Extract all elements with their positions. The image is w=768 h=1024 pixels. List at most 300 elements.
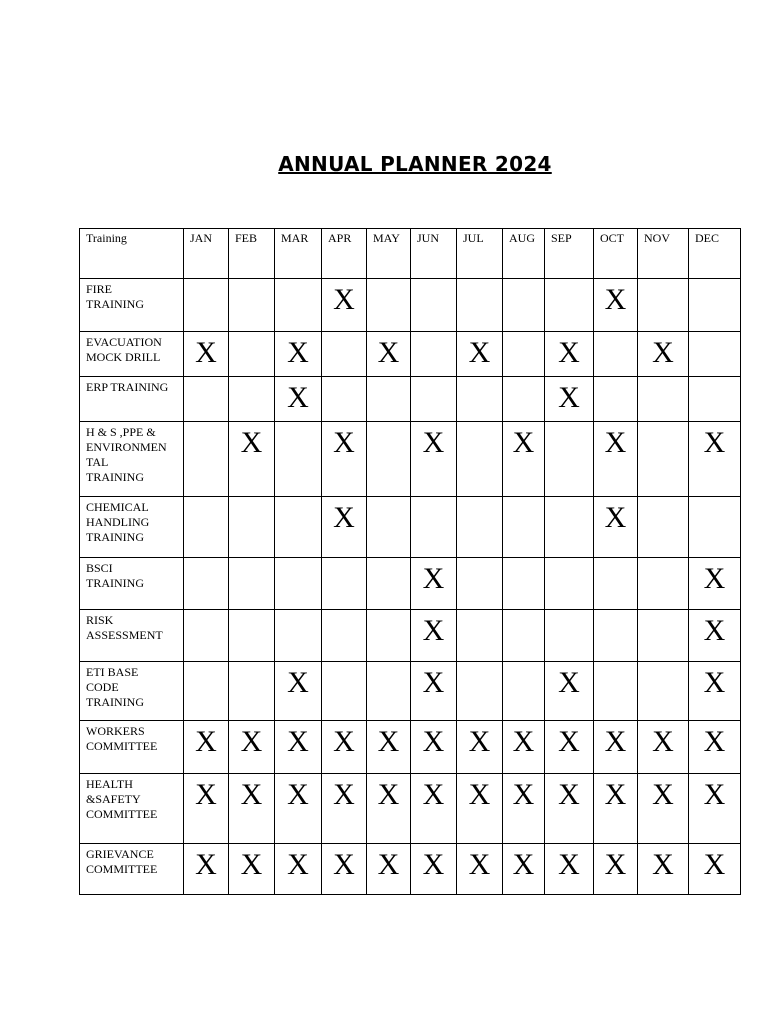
month-cell <box>411 774 457 844</box>
month-cell <box>229 774 275 844</box>
month-cell <box>275 610 322 662</box>
header-cell-jun <box>411 229 457 279</box>
month-cell <box>411 558 457 610</box>
schedule-mark <box>545 279 593 285</box>
month-cell <box>275 662 322 721</box>
month-cell <box>545 844 594 895</box>
header-cell-jul <box>457 229 503 279</box>
month-cell <box>638 721 689 774</box>
training-label: GRIEVANCE COMMITTEE <box>86 847 158 876</box>
month-label: NOV <box>644 231 670 245</box>
schedule-mark: X <box>377 336 400 369</box>
month-cell <box>367 721 411 774</box>
schedule-mark <box>457 662 502 668</box>
schedule-mark <box>638 279 688 285</box>
month-cell <box>594 558 638 610</box>
month-cell <box>184 774 229 844</box>
month-cell <box>184 558 229 610</box>
month-cell <box>457 774 503 844</box>
schedule-mark: X <box>333 283 355 316</box>
schedule-mark: X <box>558 381 580 414</box>
schedule-mark <box>638 662 688 668</box>
month-cell <box>503 558 545 610</box>
month-cell <box>594 721 638 774</box>
schedule-mark: X <box>558 666 580 699</box>
month-cell <box>457 558 503 610</box>
schedule-mark: X <box>240 848 263 881</box>
training-label: WORKERS COMMITTEE <box>86 724 158 753</box>
month-cell <box>638 610 689 662</box>
month-cell <box>503 422 545 497</box>
schedule-mark <box>229 662 274 668</box>
month-cell <box>184 721 229 774</box>
month-cell <box>689 774 741 844</box>
schedule-mark: X <box>652 848 674 881</box>
schedule-mark: X <box>195 725 217 758</box>
training-label: HEALTH &SAFETY COMMITTEE <box>86 777 158 821</box>
schedule-mark <box>545 558 593 564</box>
month-cell <box>322 332 367 377</box>
schedule-mark <box>638 422 688 428</box>
schedule-mark: X <box>652 336 674 369</box>
schedule-mark <box>638 497 688 503</box>
header-cell-apr <box>322 229 367 279</box>
training-cell <box>80 774 184 844</box>
schedule-mark <box>184 279 228 285</box>
month-cell <box>367 662 411 721</box>
month-cell <box>638 422 689 497</box>
header-cell-may <box>367 229 411 279</box>
schedule-mark: X <box>468 848 491 881</box>
training-cell <box>80 721 184 774</box>
schedule-mark: X <box>377 725 400 758</box>
month-cell <box>503 497 545 558</box>
schedule-mark <box>503 279 544 285</box>
training-cell <box>80 662 184 721</box>
month-cell <box>689 377 741 422</box>
schedule-mark: X <box>287 336 309 369</box>
schedule-mark <box>275 558 321 564</box>
schedule-mark: X <box>377 778 400 811</box>
schedule-mark <box>689 279 740 285</box>
schedule-mark: X <box>240 426 263 459</box>
month-cell <box>689 279 741 332</box>
header-cell-oct <box>594 229 638 279</box>
month-cell <box>275 377 322 422</box>
month-cell <box>545 558 594 610</box>
month-cell <box>594 377 638 422</box>
schedule-mark <box>184 558 228 564</box>
schedule-mark: X <box>422 562 445 595</box>
training-cell <box>80 844 184 895</box>
schedule-mark: X <box>604 426 627 459</box>
month-cell <box>322 844 367 895</box>
table-row <box>80 377 741 422</box>
schedule-mark: X <box>422 725 445 758</box>
schedule-mark: X <box>558 848 580 881</box>
training-label: RISK ASSESSMENT <box>86 613 163 642</box>
table-row <box>80 721 741 774</box>
schedule-mark: X <box>422 778 445 811</box>
month-cell <box>689 844 741 895</box>
month-cell <box>322 774 367 844</box>
header-cell-training <box>80 229 184 279</box>
month-cell <box>229 558 275 610</box>
month-cell <box>367 558 411 610</box>
schedule-mark: X <box>333 501 355 534</box>
training-cell <box>80 497 184 558</box>
training-label: EVACUATION MOCK DRILL <box>86 335 162 364</box>
header-cell-jan <box>184 229 229 279</box>
month-cell <box>229 377 275 422</box>
month-cell <box>457 332 503 377</box>
month-cell <box>545 332 594 377</box>
month-cell <box>229 332 275 377</box>
schedule-mark <box>275 422 321 428</box>
table-row <box>80 662 741 721</box>
month-label: SEP <box>551 231 572 245</box>
header-cell-aug <box>503 229 545 279</box>
schedule-mark: X <box>422 426 445 459</box>
schedule-mark: X <box>195 848 217 881</box>
month-cell <box>229 422 275 497</box>
schedule-mark: X <box>512 426 535 459</box>
month-cell <box>367 332 411 377</box>
month-cell <box>411 422 457 497</box>
page-title: ANNUAL PLANNER 2024 <box>278 152 552 176</box>
month-cell <box>367 422 411 497</box>
month-cell <box>184 610 229 662</box>
month-cell <box>594 610 638 662</box>
schedule-mark <box>184 377 228 383</box>
month-cell <box>457 377 503 422</box>
schedule-mark: X <box>468 778 491 811</box>
schedule-mark <box>184 662 228 668</box>
month-cell <box>638 377 689 422</box>
schedule-mark <box>275 497 321 503</box>
schedule-mark <box>229 332 274 338</box>
schedule-mark <box>638 558 688 564</box>
month-cell <box>638 279 689 332</box>
header-cell-sep <box>545 229 594 279</box>
month-cell <box>503 610 545 662</box>
schedule-mark: X <box>195 778 217 811</box>
month-cell <box>545 422 594 497</box>
training-label: FIRE TRAINING <box>86 282 144 311</box>
month-label: JAN <box>190 231 213 245</box>
month-cell <box>503 279 545 332</box>
schedule-mark <box>545 610 593 616</box>
schedule-mark: X <box>422 666 445 699</box>
month-cell <box>322 279 367 332</box>
month-cell <box>184 279 229 332</box>
table-row <box>80 279 741 332</box>
month-cell <box>275 422 322 497</box>
month-cell <box>638 844 689 895</box>
month-cell <box>503 774 545 844</box>
month-cell <box>229 721 275 774</box>
schedule-mark <box>322 610 366 616</box>
training-cell <box>80 558 184 610</box>
schedule-mark <box>638 377 688 383</box>
month-cell <box>689 558 741 610</box>
month-cell <box>457 422 503 497</box>
month-cell <box>638 774 689 844</box>
month-label: JUL <box>463 231 484 245</box>
training-cell <box>80 422 184 497</box>
training-cell <box>80 377 184 422</box>
planner-body <box>80 229 741 895</box>
month-cell <box>545 721 594 774</box>
schedule-mark: X <box>604 778 627 811</box>
schedule-mark <box>184 610 228 616</box>
month-cell <box>322 377 367 422</box>
month-cell <box>411 610 457 662</box>
month-cell <box>367 774 411 844</box>
month-cell <box>411 279 457 332</box>
month-cell <box>322 721 367 774</box>
schedule-mark <box>594 610 637 616</box>
schedule-mark <box>367 662 410 668</box>
schedule-mark: X <box>512 778 535 811</box>
table-row <box>80 422 741 497</box>
schedule-mark <box>229 558 274 564</box>
month-cell <box>367 497 411 558</box>
month-cell <box>594 422 638 497</box>
schedule-mark <box>275 279 321 285</box>
month-cell <box>545 377 594 422</box>
schedule-mark <box>275 610 321 616</box>
month-cell <box>411 844 457 895</box>
month-cell <box>322 610 367 662</box>
month-cell <box>594 774 638 844</box>
schedule-mark: X <box>287 381 309 414</box>
month-cell <box>229 844 275 895</box>
month-label: DEC <box>695 231 719 245</box>
schedule-mark <box>322 558 366 564</box>
schedule-mark: X <box>703 614 726 647</box>
month-cell <box>229 610 275 662</box>
schedule-mark <box>503 558 544 564</box>
month-cell <box>457 844 503 895</box>
schedule-mark <box>503 662 544 668</box>
month-cell <box>638 497 689 558</box>
schedule-mark: X <box>652 778 674 811</box>
schedule-mark <box>184 422 228 428</box>
schedule-mark: X <box>377 848 400 881</box>
schedule-mark <box>322 662 366 668</box>
schedule-mark: X <box>333 426 355 459</box>
schedule-mark: X <box>333 725 355 758</box>
schedule-mark <box>594 558 637 564</box>
schedule-mark <box>594 377 637 383</box>
schedule-mark <box>322 332 366 338</box>
schedule-mark <box>367 279 410 285</box>
schedule-mark: X <box>703 426 726 459</box>
schedule-mark <box>545 422 593 428</box>
schedule-mark <box>457 422 502 428</box>
schedule-mark <box>457 497 502 503</box>
schedule-mark: X <box>652 725 674 758</box>
schedule-mark: X <box>558 336 580 369</box>
training-cell <box>80 332 184 377</box>
schedule-mark <box>503 332 544 338</box>
schedule-mark: X <box>703 848 726 881</box>
schedule-mark <box>503 497 544 503</box>
month-cell <box>275 497 322 558</box>
month-label: OCT <box>600 231 624 245</box>
schedule-mark <box>594 662 637 668</box>
month-cell <box>184 422 229 497</box>
schedule-mark <box>457 610 502 616</box>
schedule-mark <box>689 332 740 338</box>
schedule-mark: X <box>703 725 726 758</box>
month-cell <box>367 844 411 895</box>
training-cell <box>80 610 184 662</box>
header-cell-nov <box>638 229 689 279</box>
schedule-mark <box>503 377 544 383</box>
table-row <box>80 844 741 895</box>
schedule-mark: X <box>558 778 580 811</box>
month-cell <box>322 662 367 721</box>
training-label: ETI BASE CODE TRAINING <box>86 665 144 709</box>
schedule-mark: X <box>240 725 263 758</box>
schedule-mark: X <box>703 666 726 699</box>
month-cell <box>545 497 594 558</box>
month-cell <box>594 497 638 558</box>
month-cell <box>503 844 545 895</box>
header-cell-feb <box>229 229 275 279</box>
schedule-mark: X <box>512 848 535 881</box>
training-label: ERP TRAINING <box>86 380 169 394</box>
schedule-mark <box>229 610 274 616</box>
month-cell <box>457 497 503 558</box>
month-cell <box>275 332 322 377</box>
schedule-mark <box>411 497 456 503</box>
schedule-mark: X <box>604 725 627 758</box>
month-cell <box>545 279 594 332</box>
schedule-mark: X <box>512 725 535 758</box>
month-cell <box>689 721 741 774</box>
month-cell <box>411 497 457 558</box>
month-cell <box>638 662 689 721</box>
schedule-mark: X <box>287 848 309 881</box>
month-cell <box>545 610 594 662</box>
month-cell <box>411 721 457 774</box>
schedule-mark <box>367 558 410 564</box>
schedule-mark <box>594 332 637 338</box>
month-cell <box>457 610 503 662</box>
schedule-mark: X <box>468 336 491 369</box>
month-cell <box>411 662 457 721</box>
month-cell <box>457 662 503 721</box>
schedule-mark <box>184 497 228 503</box>
schedule-mark: X <box>287 666 309 699</box>
schedule-mark: X <box>468 725 491 758</box>
training-label: H & S ,PPE & ENVIRONMEN TAL TRAINING <box>86 425 167 484</box>
schedule-mark <box>229 377 274 383</box>
schedule-mark: X <box>333 778 355 811</box>
schedule-mark <box>322 377 366 383</box>
month-cell <box>638 558 689 610</box>
schedule-mark: X <box>333 848 355 881</box>
month-cell <box>322 558 367 610</box>
training-label: BSCI TRAINING <box>86 561 144 590</box>
schedule-mark: X <box>703 562 726 595</box>
month-cell <box>229 497 275 558</box>
table-row <box>80 774 741 844</box>
month-cell <box>411 377 457 422</box>
table-row <box>80 558 741 610</box>
schedule-mark <box>411 332 456 338</box>
schedule-mark <box>367 377 410 383</box>
schedule-mark <box>638 610 688 616</box>
schedule-mark <box>367 497 410 503</box>
schedule-mark: X <box>287 778 309 811</box>
month-cell <box>503 332 545 377</box>
month-cell <box>545 662 594 721</box>
month-cell <box>457 721 503 774</box>
planner-table <box>79 228 741 895</box>
month-cell <box>594 662 638 721</box>
schedule-mark <box>367 422 410 428</box>
month-cell <box>457 279 503 332</box>
month-cell <box>689 497 741 558</box>
month-cell <box>229 279 275 332</box>
schedule-mark: X <box>422 614 445 647</box>
month-cell <box>545 774 594 844</box>
month-cell <box>594 844 638 895</box>
schedule-mark: X <box>604 848 627 881</box>
month-cell <box>689 662 741 721</box>
month-cell <box>503 721 545 774</box>
month-cell <box>322 422 367 497</box>
schedule-mark: X <box>604 283 627 316</box>
month-cell <box>367 610 411 662</box>
schedule-mark <box>457 558 502 564</box>
schedule-mark <box>229 279 274 285</box>
training-cell <box>80 279 184 332</box>
month-label: AUG <box>509 231 535 245</box>
schedule-mark: X <box>422 848 445 881</box>
header-training-label: Training <box>86 231 127 245</box>
month-label: FEB <box>235 231 258 245</box>
header-cell-dec <box>689 229 741 279</box>
month-cell <box>275 279 322 332</box>
month-cell <box>229 662 275 721</box>
month-cell <box>367 377 411 422</box>
month-cell <box>503 662 545 721</box>
schedule-mark <box>457 279 502 285</box>
schedule-mark: X <box>195 336 217 369</box>
header-row <box>80 229 741 279</box>
month-cell <box>689 332 741 377</box>
schedule-mark: X <box>240 778 263 811</box>
schedule-mark <box>229 497 274 503</box>
month-cell <box>184 332 229 377</box>
month-cell <box>275 844 322 895</box>
month-label: JUN <box>417 231 440 245</box>
schedule-mark <box>545 497 593 503</box>
schedule-mark: X <box>703 778 726 811</box>
table-row <box>80 610 741 662</box>
month-label: MAY <box>373 231 400 245</box>
schedule-mark <box>503 610 544 616</box>
month-cell <box>594 332 638 377</box>
schedule-mark <box>689 377 740 383</box>
schedule-mark <box>457 377 502 383</box>
month-label: APR <box>328 231 352 245</box>
